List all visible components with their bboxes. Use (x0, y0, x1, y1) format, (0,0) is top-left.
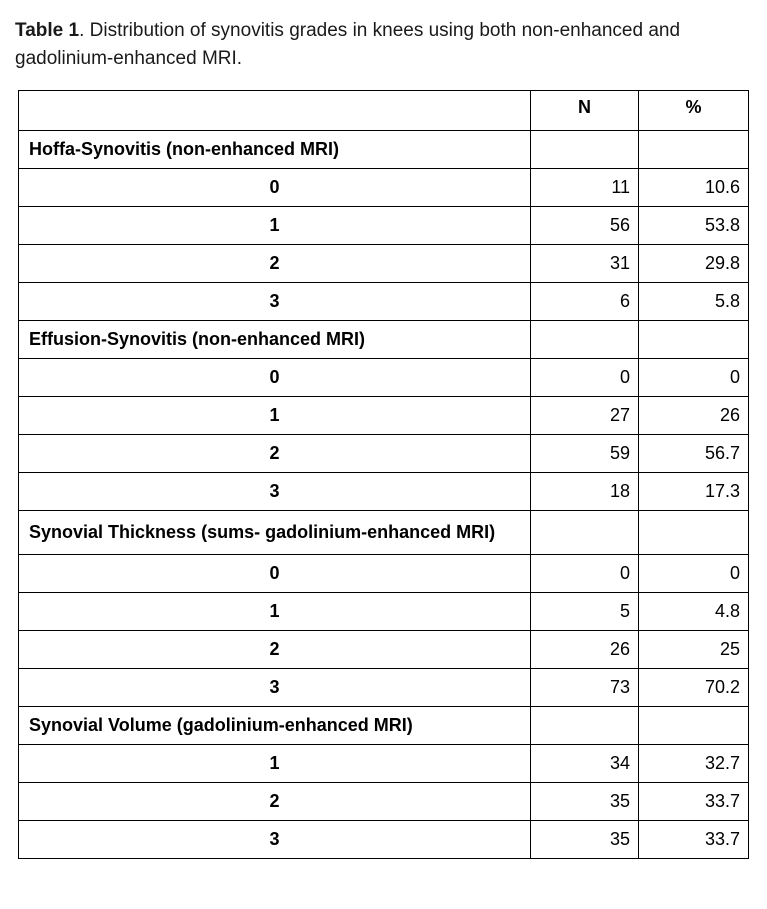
section-row-hoffa (19, 131, 749, 169)
table-row (19, 435, 749, 473)
table-row (19, 631, 749, 669)
percent-cell: 53.8 (639, 207, 749, 245)
grade-cell: 2 (19, 435, 531, 473)
percent-cell: 32.7 (639, 745, 749, 783)
grade-cell: 2 (19, 631, 531, 669)
percent-cell: 70.2 (639, 669, 749, 707)
header-cell-label (19, 91, 531, 131)
grade-cell: 1 (19, 207, 531, 245)
n-cell: 59 (531, 435, 639, 473)
grade-cell: 1 (19, 745, 531, 783)
grade-cell: 2 (19, 783, 531, 821)
table-caption (15, 17, 755, 73)
empty-cell (639, 511, 749, 555)
synovitis-grades-table (18, 90, 749, 859)
percent-cell: 26 (639, 397, 749, 435)
percent-cell: 5.8 (639, 283, 749, 321)
grade-cell: 0 (19, 555, 531, 593)
table-row (19, 821, 749, 859)
header-cell-percent: % (639, 91, 749, 131)
n-cell: 6 (531, 283, 639, 321)
caption-label: Table 1 (15, 20, 80, 41)
table-row (19, 783, 749, 821)
section-row-volume (19, 707, 749, 745)
percent-cell: 29.8 (639, 245, 749, 283)
n-cell: 31 (531, 245, 639, 283)
percent-cell: 25 (639, 631, 749, 669)
grade-cell: 2 (19, 245, 531, 283)
percent-cell: 17.3 (639, 473, 749, 511)
n-cell: 27 (531, 397, 639, 435)
table-row (19, 745, 749, 783)
table-row (19, 593, 749, 631)
percent-cell: 0 (639, 359, 749, 397)
empty-cell (531, 511, 639, 555)
percent-cell: 4.8 (639, 593, 749, 631)
empty-cell (639, 707, 749, 745)
grade-cell: 3 (19, 283, 531, 321)
table-row (19, 555, 749, 593)
n-cell: 35 (531, 783, 639, 821)
n-cell: 0 (531, 359, 639, 397)
grade-cell: 0 (19, 359, 531, 397)
table-header-row (19, 91, 749, 131)
percent-cell: 0 (639, 555, 749, 593)
table-row (19, 359, 749, 397)
n-cell: 35 (531, 821, 639, 859)
empty-cell (639, 321, 749, 359)
section-title: Synovial Volume (gadolinium-enhanced MRI) (19, 707, 531, 745)
empty-cell (531, 131, 639, 169)
percent-cell: 56.7 (639, 435, 749, 473)
n-cell: 11 (531, 169, 639, 207)
table-row (19, 669, 749, 707)
grade-cell: 3 (19, 821, 531, 859)
percent-cell: 10.6 (639, 169, 749, 207)
percent-cell: 33.7 (639, 783, 749, 821)
n-cell: 0 (531, 555, 639, 593)
empty-cell (531, 707, 639, 745)
n-cell: 26 (531, 631, 639, 669)
header-cell-n: N (531, 91, 639, 131)
n-cell: 18 (531, 473, 639, 511)
table-row (19, 473, 749, 511)
table-row (19, 207, 749, 245)
table-row (19, 169, 749, 207)
section-row-effusion (19, 321, 749, 359)
table-row (19, 397, 749, 435)
grade-cell: 1 (19, 593, 531, 631)
grade-cell: 3 (19, 669, 531, 707)
section-title: Effusion-Synovitis (non-enhanced MRI) (19, 321, 531, 359)
section-row-thickness (19, 511, 749, 555)
n-cell: 5 (531, 593, 639, 631)
empty-cell (531, 321, 639, 359)
empty-cell (639, 131, 749, 169)
percent-cell: 33.7 (639, 821, 749, 859)
n-cell: 34 (531, 745, 639, 783)
n-cell: 73 (531, 669, 639, 707)
table-row (19, 245, 749, 283)
section-title: Synovial Thickness (sums- gadolinium-enhanced MRI) (19, 511, 531, 555)
grade-cell: 0 (19, 169, 531, 207)
section-title: Hoffa-Synovitis (non-enhanced MRI) (19, 131, 531, 169)
grade-cell: 1 (19, 397, 531, 435)
caption-text: . Distribution of synovitis grades in knees using both non-enhanced and gadolinium-enhanced MRI. (15, 20, 681, 69)
table-row (19, 283, 749, 321)
grade-cell: 3 (19, 473, 531, 511)
n-cell: 56 (531, 207, 639, 245)
